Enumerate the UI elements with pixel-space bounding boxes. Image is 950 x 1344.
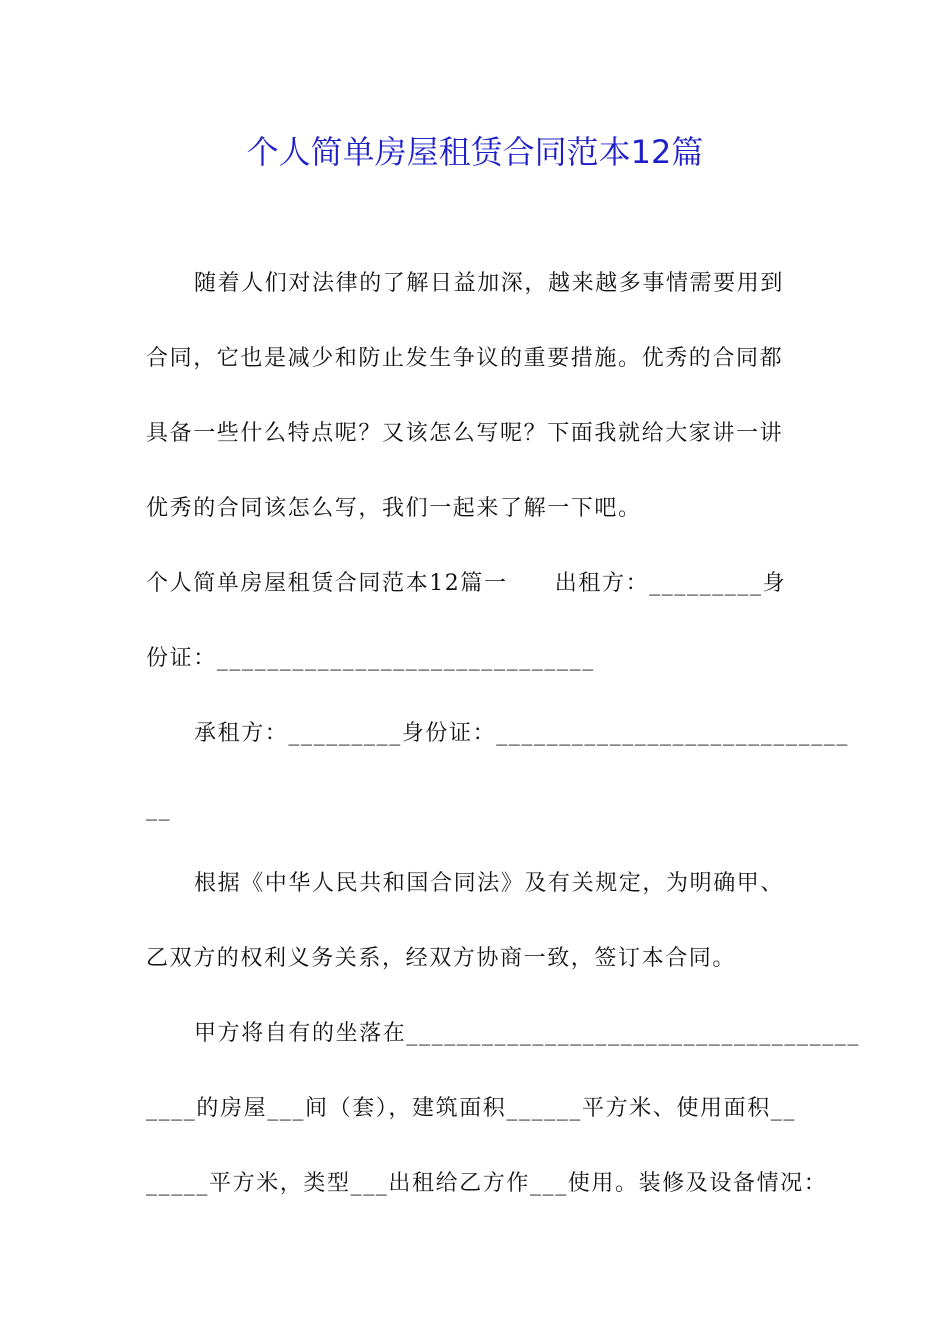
paragraph-intro-line-1: 随着人们对法律的了解日益加深，越来越多事情需要用到	[194, 271, 785, 296]
id-field-line: 份证：______________________________	[146, 646, 595, 671]
legal-basis-line-1: 根据《中华人民共和国合同法》及有关规定，为明确甲、	[194, 871, 785, 896]
property-line-1: 甲方将自有的坐落在____________________________________	[194, 1021, 861, 1046]
tenant-line-continued: __	[146, 796, 172, 821]
tenant-line: 承租方：_________身份证：____________________________	[194, 721, 850, 746]
paragraph-intro-line-3: 具备一些什么特点呢？又该怎么写呢？下面我就给大家讲一讲	[146, 421, 784, 446]
property-line-2: ____的房屋___间（套），建筑面积______平方米、使用面积__	[146, 1096, 797, 1121]
document-title: 个人简单房屋租赁合同范本12篇	[246, 133, 704, 171]
paragraph-intro-line-4: 优秀的合同该怎么写，我们一起来了解一下吧。	[146, 496, 642, 521]
property-line-3: _____平方米，类型___出租给乙方作___使用。装修及设备情况：	[146, 1171, 828, 1196]
section-heading-line: 个人简单房屋租赁合同范本12篇一 出租方：_________身	[146, 571, 787, 596]
legal-basis-line-2: 乙双方的权利义务关系，经双方协商一致，签订本合同。	[146, 946, 737, 971]
paragraph-intro-line-2: 合同，它也是减少和防止发生争议的重要措施。优秀的合同都	[146, 346, 784, 371]
